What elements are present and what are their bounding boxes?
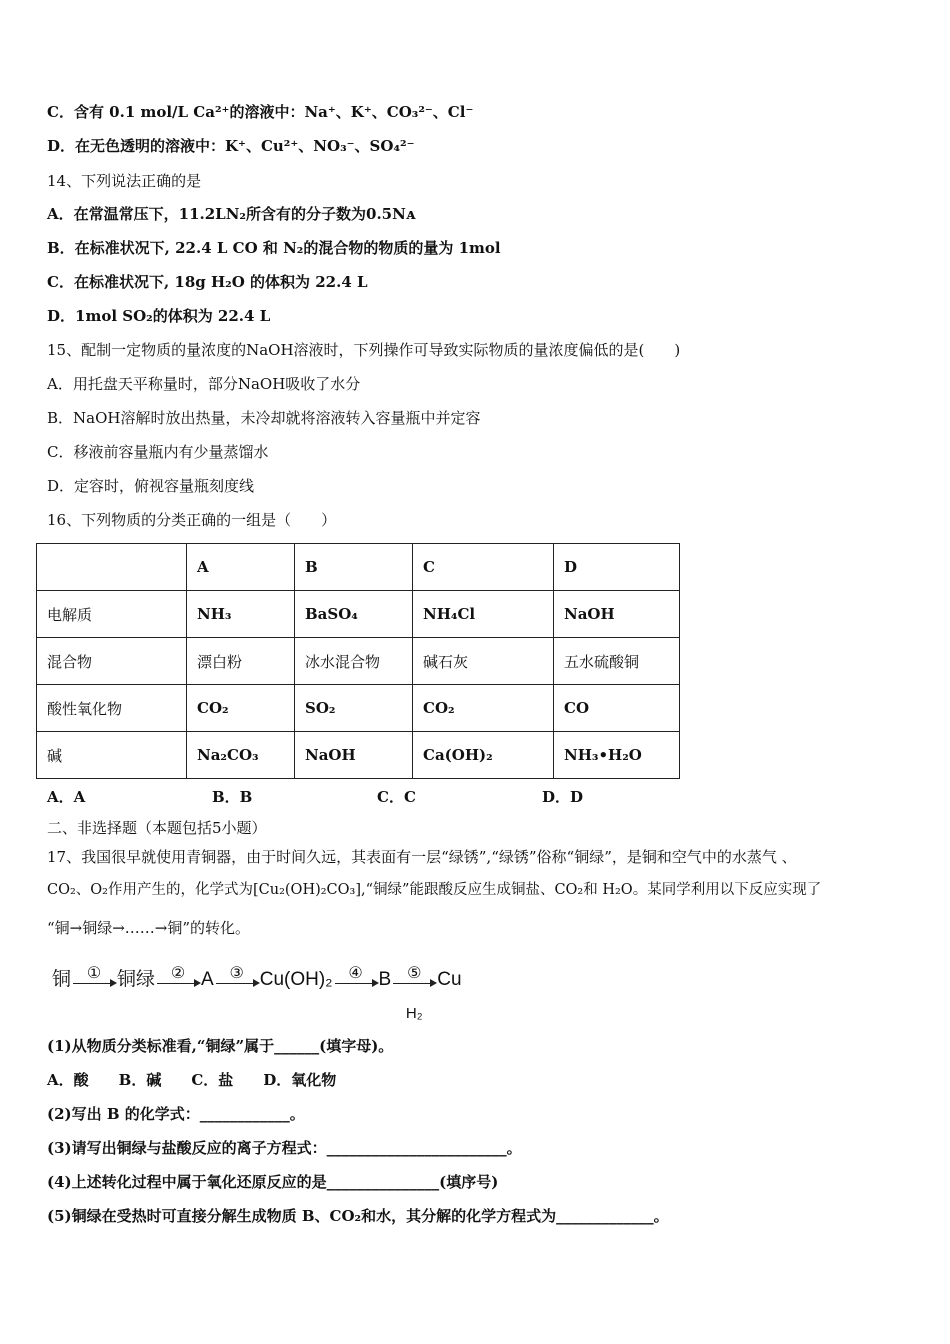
reaction-arrow-2 [157, 965, 199, 993]
q17-sub-4: (4)上述转化过程中属于氧化还原反应的是_______________(填序号) [47, 1173, 499, 1191]
step-label: ⑤ [407, 965, 422, 982]
q14-option-a: A．在常温常压下，11.2LN₂所含有的分子数为0.5Nᴀ [47, 205, 416, 223]
reaction-arrow-3 [216, 965, 258, 993]
table-cell: CO₂ [187, 685, 295, 732]
table-row [37, 685, 680, 732]
step-label: ③ [229, 965, 244, 982]
q15-stem: 15、配制一定物质的量浓度的NaOH溶液时，下列操作可导致实际物质的量浓度偏低的是( ) [47, 341, 681, 359]
q17-sub-2: (2)写出 B 的化学式：____________。 [47, 1105, 305, 1123]
reaction-arrow-1 [73, 965, 115, 993]
q17-sub-1: (1)从物质分类标准看,“铜绿”属于______(填字母)。 [47, 1037, 394, 1055]
arrow-icon [216, 983, 258, 984]
q14-stem: 14、下列说法正确的是 [47, 172, 202, 190]
table-cell: BaSO₄ [295, 591, 413, 638]
species-copper: 铜 [52, 969, 72, 990]
q16-stem: 16、下列物质的分类正确的一组是（ ） [47, 511, 337, 529]
q15-option-b: B．NaOH溶解时放出热量，未冷却就将溶液转入容量瓶中并定容 [47, 409, 481, 427]
arrow-icon [73, 983, 115, 984]
table-cell: 漂白粉 [187, 638, 295, 685]
section-heading: 二、非选择题（本题包括5小题） [47, 819, 267, 837]
arrow-icon [393, 983, 435, 984]
q15-option-c: C．移液前容量瓶内有少量蒸馏水 [47, 443, 269, 461]
table-row [37, 638, 680, 685]
q16-answer-d: D．D [542, 788, 584, 806]
table-cell: Na₂CO₃ [187, 732, 295, 779]
table-cell: NaOH [295, 732, 413, 779]
species-b: B [378, 969, 392, 990]
step-label: ① [86, 965, 102, 982]
q17-sub-5: (5)铜绿在受热时可直接分解生成物质 B、CO₂和水，其分解的化学方程式为_____________。 [47, 1207, 669, 1225]
species-cu: Cu [437, 969, 462, 990]
classification-table [36, 543, 680, 779]
row-label: 电解质 [37, 591, 187, 638]
reaction-arrow-5 [393, 965, 435, 1022]
table-header-d: D [554, 544, 680, 591]
table-cell: SO₂ [295, 685, 413, 732]
q17-sub-3: (3)请写出铜绿与盐酸反应的离子方程式：________________________。 [47, 1139, 522, 1157]
table-cell: NH₄Cl [413, 591, 554, 638]
q16-answer-b: B．B [212, 788, 253, 806]
table-cell: 冰水混合物 [295, 638, 413, 685]
table-header-row [37, 544, 680, 591]
q13-option-d: D．在无色透明的溶液中：K⁺、Cu²⁺、NO₃⁻、SO₄²⁻ [47, 137, 415, 155]
q16-answer-a: A．A [47, 788, 86, 806]
step-label: ② [170, 965, 186, 982]
table-row [37, 591, 680, 638]
table-header-b: B [295, 544, 413, 591]
species-verdigris: 铜绿 [117, 969, 156, 990]
table-row [37, 732, 680, 779]
species-a: A [201, 969, 214, 990]
table-cell: NH₃•H₂O [554, 732, 680, 779]
q13-option-c: C．含有 0.1 mol/L Ca²⁺的溶液中：Na⁺、K⁺、CO₃²⁻、Cl⁻ [47, 103, 474, 121]
q17-sub-1-options: A．酸 B．碱 C．盐 D．氧化物 [47, 1071, 337, 1089]
reaction-diagram [52, 965, 462, 1022]
table-cell: CO₂ [413, 685, 554, 732]
reaction-arrow-4 [335, 965, 377, 993]
q15-option-a: A．用托盘天平称量时，部分NaOH吸收了水分 [47, 375, 361, 393]
q16-answer-c: C．C [377, 788, 416, 806]
table-cell: 碱石灰 [413, 638, 554, 685]
table-cell: NH₃ [187, 591, 295, 638]
table-cell: Ca(OH)₂ [413, 732, 554, 779]
row-label: 混合物 [37, 638, 187, 685]
q14-option-b: B．在标准状况下, 22.4 L CO 和 N₂的混合物的物质的量为 1mol [47, 239, 501, 257]
table-cell: CO [554, 685, 680, 732]
table-cell: NaOH [554, 591, 680, 638]
row-label: 酸性氧化物 [37, 685, 187, 732]
species-cu-oh-2: Cu(OH)₂ [259, 969, 333, 990]
reagent-label: H₂ [405, 1005, 423, 1022]
table-cell [37, 544, 187, 591]
step-label: ④ [348, 965, 363, 982]
table-cell: 五水硫酸铜 [554, 638, 680, 685]
q15-option-d: D．定容时，俯视容量瓶刻度线 [47, 477, 255, 495]
q17-line-2: CO₂、O₂作用产生的，化学式为[Cu₂(OH)₂CO₃],“铜绿”能跟酸反应生成铜盐、CO₂和 H₂O。某同学利用以下反应实现了 [47, 882, 822, 898]
arrow-icon [335, 983, 377, 984]
row-label: 碱 [37, 732, 187, 779]
q17-line-3: “铜→铜绿→……→铜”的转化。 [47, 919, 251, 937]
q17-line-1: 17、我国很早就使用青铜器，由于时间久远，其表面有一层“绿锈”,“绿锈”俗称“铜绿”，是铜和空气中的水蒸气 、 [47, 848, 797, 866]
table-header-c: C [413, 544, 554, 591]
q14-option-c: C．在标准状况下, 18g H₂O 的体积为 22.4 L [47, 273, 368, 291]
arrow-icon [157, 983, 199, 984]
table-header-a: A [187, 544, 295, 591]
q14-option-d: D．1mol SO₂的体积为 22.4 L [47, 307, 271, 325]
